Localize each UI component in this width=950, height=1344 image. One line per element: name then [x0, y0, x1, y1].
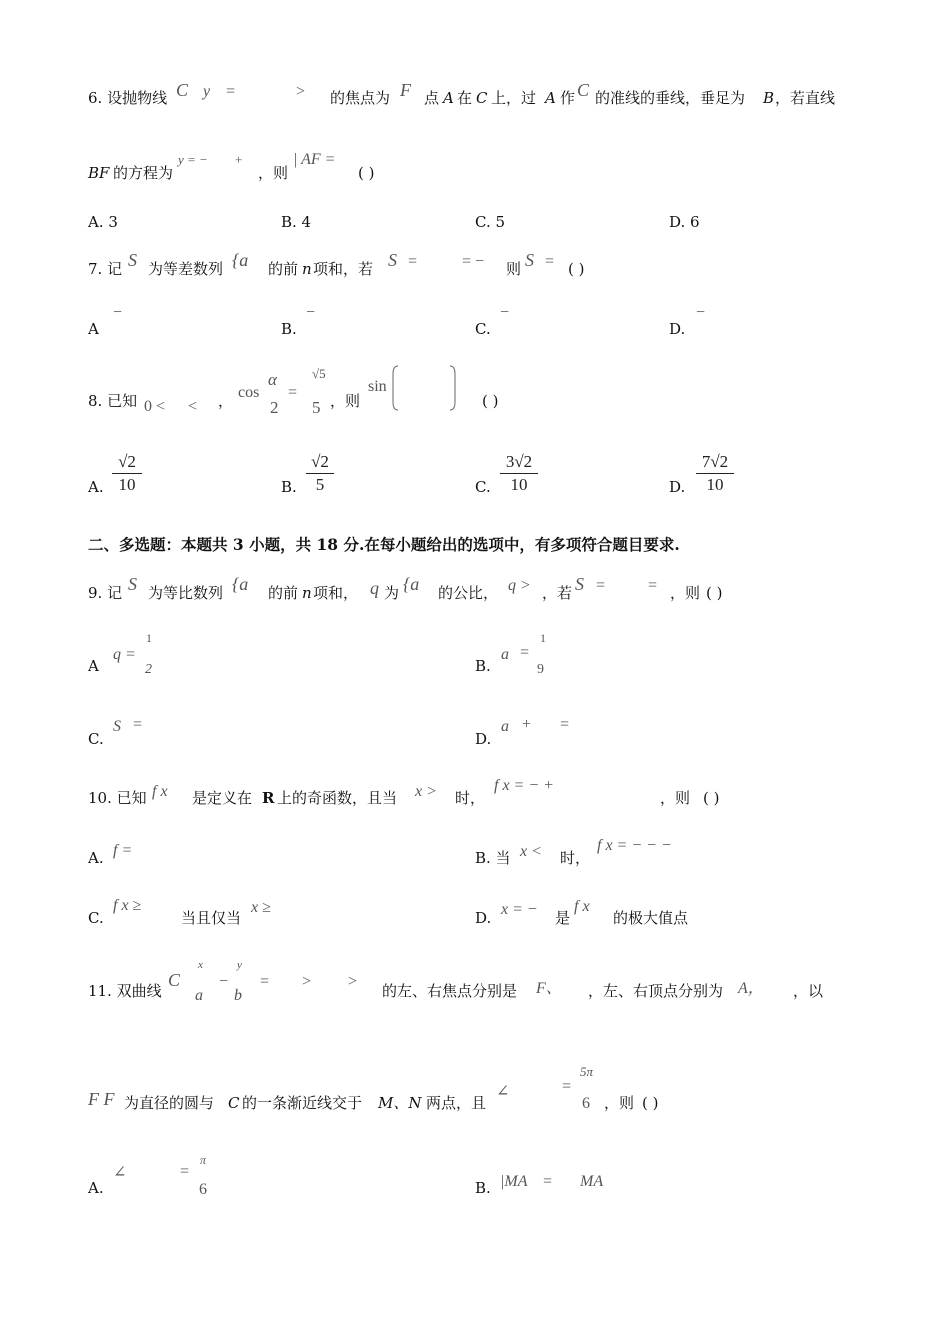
q8-answer-paren: ( ) [482, 392, 499, 410]
q6-math-plus: + [235, 152, 243, 167]
q11-math-y: y [237, 959, 242, 971]
q9-math-qgt: q > [508, 577, 531, 594]
q9-text-first: 的前 [268, 584, 299, 602]
q10-text-defined: 是定义在 [192, 789, 253, 807]
q11-math-gt2: > [348, 973, 358, 990]
q6-math-eq: = [226, 83, 236, 100]
q11-math-gt1: > [302, 973, 312, 990]
q11-text-diameter: 为直径的圆与 [124, 1094, 215, 1112]
q8-math-sqrt5: √5 [312, 366, 326, 381]
q8-text-then: ，则 [330, 392, 361, 410]
q10-option-c-label: C. [88, 909, 104, 927]
q6-math-af: | AF = [293, 151, 336, 168]
q8-option-c-bar [500, 473, 538, 474]
q10-option-b-math: f x = − − − [597, 837, 672, 854]
q11-option-a-eq: = [180, 1163, 190, 1180]
q6-math-c: C [176, 80, 189, 100]
q8-math-eq: = [288, 384, 298, 401]
q7-option-b-math: − [306, 304, 316, 321]
q8-option-c-den: 10 [510, 475, 528, 494]
q10-option-c-text: 当且仅当 [181, 909, 242, 927]
q8-option-d-label: D. [669, 478, 686, 496]
q10-option-b-when: 时， [560, 849, 591, 867]
q9-math-eq: = [596, 577, 606, 594]
q7-text-first: 的前 [268, 260, 299, 278]
q9-option-d-eq: = [560, 716, 570, 733]
q7-option-c-math: − [500, 304, 510, 321]
q6-answer-paren: ( ) [358, 164, 375, 182]
q7-math-n: n [302, 260, 312, 278]
q11-math-eq: = [260, 973, 270, 990]
q9-text-geo: 为等比数列 [148, 584, 224, 602]
q10-option-b-xlt: x < [520, 843, 542, 860]
q7-option-c: C. [475, 320, 491, 338]
q9-option-a-den: 2 [145, 662, 152, 677]
q10-option-a-math: f = [113, 842, 133, 859]
q6-math-f: F [400, 80, 411, 100]
q9-prefix: 9. 记 [88, 584, 123, 602]
q8-math-five: 5 [312, 398, 321, 417]
q11-math-a-vertex: A， [738, 980, 764, 997]
q8-option-b-num: √2 [311, 452, 329, 471]
q8-prefix: 8. 已知 [88, 392, 138, 410]
q6-prefix: 6. 设抛物线 [88, 89, 168, 107]
q8-option-c-num: 3√2 [505, 452, 533, 471]
q9-math-n: n [302, 584, 312, 602]
q7-option-d: D. [669, 320, 686, 338]
q9-option-a-math: q = [113, 646, 136, 663]
q6-line1 [88, 88, 167, 108]
q9-option-c-math: S [113, 718, 121, 735]
q9-option-a-label: A [88, 657, 99, 675]
q9-math-eq2: = [648, 577, 658, 594]
q8-option-d-den: 10 [706, 475, 724, 494]
q6-option-d: D. 6 [669, 213, 700, 231]
q10-text-when: 时， [455, 789, 486, 807]
q6-math-b: B [763, 89, 775, 107]
q8-math-sin: sin [368, 378, 387, 395]
q7-math-eq2: = − [462, 253, 485, 270]
q7-answer-paren: ( ) [568, 260, 585, 278]
q9-text-is: 为 [384, 584, 400, 602]
section-2-heading: 二、多选题：本题共 3 小题，共 18 分.在每小题给出的选项中，有多项符合题目要求. [88, 535, 680, 554]
q11-option-b-eq: = [543, 1173, 553, 1190]
q10-option-a-label: A. [88, 849, 104, 867]
q6-text-directrix: 的准线的垂线，垂足为 [595, 89, 746, 107]
q11-answer-paren: ( ) [642, 1094, 659, 1112]
q10-option-d-fx: f x [574, 898, 590, 915]
q9-option-b-math: a [501, 646, 509, 663]
q10-option-c-xge: x ≥ [251, 899, 271, 916]
q8-option-c-frac [500, 452, 538, 495]
q7-text-then: 则 [506, 260, 522, 278]
q7-option-a-math: − [113, 304, 123, 321]
q9-math-q: q [370, 578, 379, 598]
q10-option-b-label: B. 当 [475, 849, 511, 867]
q8-math-alpha: α [268, 370, 277, 389]
q11-text-then: ，则 [604, 1094, 635, 1112]
q10-option-d-math: x = − [501, 901, 538, 918]
q11-option-b-math2: MA [580, 1173, 604, 1190]
q6-option-b: B. 4 [281, 213, 312, 231]
q6-text-equation: 的方程为 [113, 164, 174, 182]
q11-math-mn: M、N [378, 1094, 422, 1112]
q11-prefix: 11. 双曲线 [88, 982, 162, 1000]
q8-option-a-frac [112, 452, 142, 495]
q10-option-c-math: f x ≥ [113, 897, 142, 914]
q11-math-c: C [168, 970, 181, 990]
q11-option-a-num: π [200, 1153, 207, 1167]
q9-option-a-num: 1 [146, 631, 152, 645]
q6-math-gt: > [296, 83, 306, 100]
q6-math-c3: C [577, 80, 590, 100]
q9-math-s: S [128, 574, 137, 594]
q7-option-d-math: − [696, 304, 706, 321]
q11-option-a-den: 6 [199, 1181, 207, 1198]
q8-option-d-num: 7√2 [701, 452, 729, 471]
q11-option-a-label: A. [88, 1179, 104, 1197]
q9-option-b-label: B. [475, 657, 491, 675]
q11-option-a-angle: ∠ [113, 1164, 127, 1181]
q8-option-a-den: 10 [118, 475, 136, 494]
q11-math-angle: ∠ [496, 1083, 510, 1100]
q10-prefix: 10. 已知 [88, 789, 147, 807]
q9-text-if: ，若 [542, 584, 573, 602]
q8-math-two: 2 [270, 398, 279, 417]
q10-math-xgt: x > [415, 783, 437, 800]
q6-math-y: y [203, 83, 211, 100]
q10-option-d-label: D. [475, 909, 492, 927]
q7-math-s3: S [525, 250, 534, 270]
q8-math-cos: cos [238, 384, 260, 401]
q7-option-b: B. [281, 320, 297, 338]
q6-math-bf: BF [88, 164, 110, 182]
q6-text-then: ，则 [258, 164, 289, 182]
q11-math-x: x [198, 959, 203, 971]
q8-option-a-bar [112, 473, 142, 474]
q8-math-lt: < [188, 398, 198, 415]
q10-text-then: ，则 [660, 789, 691, 807]
q6-math-a2: A [545, 89, 556, 107]
q11-math-b: b [234, 987, 242, 1004]
q7-option-a: A [88, 320, 99, 338]
q11-math-den: 6 [582, 1095, 590, 1112]
q11-option-b-label: B. [475, 1179, 491, 1197]
q10-math-fx: f x [152, 783, 168, 800]
q9-text-sum: 项和， [313, 584, 359, 602]
q9-option-b-num: 1 [540, 631, 546, 645]
q11-option-b-math1: |MA [500, 1173, 528, 1190]
q10-text-odd: 上的奇函数，且当 [277, 789, 398, 807]
q10-option-d-is: 是 [555, 909, 571, 927]
q8-option-a-label: A. [88, 478, 104, 496]
q6-text-make: 作 [560, 89, 576, 107]
q8-option-c-label: C. [475, 478, 491, 496]
q7-prefix: 7. 记 [88, 260, 123, 278]
q9-text-ratio: 的公比， [438, 584, 499, 602]
q8-option-b-frac [306, 452, 334, 495]
q10-math-rhs: f x = − + [494, 777, 554, 794]
q11-math-eq2: = [562, 1078, 572, 1095]
q8-option-d-bar [696, 473, 734, 474]
q7-math-eq3: = [545, 253, 555, 270]
q7-text-sum-if: 项和，若 [313, 260, 374, 278]
q10-option-d-text: 的极大值点 [613, 909, 689, 927]
q8-option-b-label: B. [281, 478, 297, 496]
q10-math-r: R [262, 789, 275, 807]
q6-text-on: 在 [457, 89, 473, 107]
q6-math-c2: C [476, 89, 488, 107]
q8-option-a-num: √2 [118, 452, 136, 471]
q6-text-point: 点 [424, 89, 440, 107]
q11-math-a: a [195, 987, 203, 1004]
q8-math-0lt: 0 < [144, 398, 166, 415]
q11-text-asymptote: 的一条渐近线交于 [242, 1094, 363, 1112]
q8-option-b-bar [306, 473, 334, 474]
q11-text-with: ，以 [793, 982, 824, 1000]
q11-math-num: 5π [580, 1064, 594, 1079]
q6-text-through: 上，过 [491, 89, 537, 107]
q9-text-then: ，则 [670, 584, 701, 602]
q11-math-f: F、 [536, 980, 562, 997]
q11-text-points: 两点，且 [426, 1094, 487, 1112]
q8-math-sin-paren [392, 364, 462, 412]
q11-text-foci: 的左、右焦点分别是 [382, 982, 518, 1000]
q7-math-seq: {a [232, 250, 249, 270]
q7-math-s: S [128, 250, 137, 270]
q8-text-comma: ， [218, 392, 234, 410]
q6-math-a: A [443, 89, 454, 107]
q8-option-b-den: 5 [315, 475, 325, 494]
q9-option-b-den: 9 [537, 662, 544, 677]
q7-math-eq: = [408, 253, 418, 270]
q9-math-seq: {a [232, 574, 249, 594]
q6-math-line-eq: y = − [178, 152, 208, 167]
q9-option-d-label: D. [475, 730, 492, 748]
q8-option-d-frac [696, 452, 734, 495]
q9-option-c-label: C. [88, 730, 104, 748]
q9-option-b-eq: = [520, 644, 530, 661]
q6-text-if-line: ，若直线 [775, 89, 836, 107]
q7-math-s2: S [388, 250, 397, 270]
q11-math-minus: − [219, 973, 229, 990]
q6-option-a: A. 3 [88, 213, 118, 231]
q10-answer-paren: ( ) [703, 789, 720, 807]
q7-text-arith: 为等差数列 [148, 260, 224, 278]
q9-option-d-math: a [501, 718, 509, 735]
q9-answer-paren: ( ) [706, 584, 723, 602]
q6-option-c: C. 5 [475, 213, 506, 231]
q9-option-c-eq: = [133, 716, 143, 733]
q9-math-seq2: {a [403, 574, 420, 594]
q6-text-focus: 的焦点为 [330, 89, 391, 107]
q11-text-vertices: ，左、右顶点分别为 [588, 982, 724, 1000]
q11-math-c2: C [228, 1094, 240, 1112]
q9-math-s2: S [575, 574, 584, 594]
q11-math-ff: F F [88, 1089, 115, 1109]
q9-option-d-plus: + [522, 716, 532, 733]
